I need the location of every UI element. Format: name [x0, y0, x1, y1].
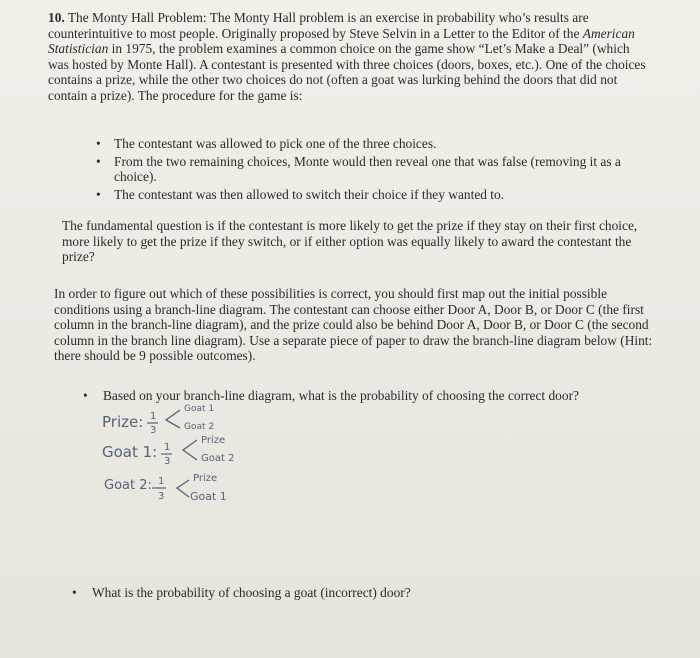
hw-row1-num: 1 [150, 411, 157, 422]
hw-row2-left: Goat 1: [102, 443, 158, 461]
hw-row3-den: 3 [158, 491, 165, 502]
journal-name: American Statistician [48, 25, 635, 57]
hw-branch-3 [177, 480, 189, 497]
question-intro [48, 10, 648, 104]
intro-text-2: in 1975, the problem examines a common choice on the game show “Let’s Make a Deal” (which was hosted by Monte Hall). A contestant is presented with three choices (doors, boxes, etc.). One of the choices contains a prize, while the other two choices do not (often a goat was lurking behind the doors that did not contain a prize). The procedure for the game is: [48, 41, 646, 103]
question-number: 10. [48, 10, 65, 25]
intro-text-1: The Monty Hall problem is an exercise in probability who’s results are counterintuitive to most people. Originally proposed by Steve Selvin in a Letter to the Editor of the [48, 10, 589, 41]
procedure-list [96, 136, 656, 204]
hw-row3-num: 1 [158, 476, 165, 487]
sub-question-1-text: Based on your branch-line diagram, what is the probability of choosing the correct door? [103, 388, 579, 403]
procedure-item: • The contestant was allowed to pick one of the three choices. [96, 136, 656, 152]
sub-question-2-text: What is the probability of choosing a goat (incorrect) door? [92, 585, 411, 600]
hw-branch-1 [166, 410, 180, 428]
procedure-item: • From the two remaining choices, Monte would then reveal one that was false (removing it as a choice). [96, 154, 656, 185]
hw-branch-2 [183, 440, 197, 460]
bullet-dot: • [72, 585, 77, 600]
bullet-dot: • [83, 388, 88, 403]
hw-row1-left: Prize: [102, 413, 144, 431]
diagram-instructions: In order to figure out which of these possibilities is correct, you should first map out the initial possible conditions using a branch-line diagram. The contestant can choose either Door A, Door B, or Door C (the first column in the branch-line diagram), and the prize could also be behind Door A, Door B, or Door C (the second column in the branch line diagram). Use a separate piece of paper to draw the branch-line diagram below (Hint: there should be 9 possible outcomes). [54, 286, 653, 364]
hw-row3-left: Goat 2: [104, 478, 152, 493]
hw-row2-top: Prize [201, 435, 226, 446]
hw-row3-top: Prize [193, 473, 218, 484]
hw-row3-bottom: Goat 1 [190, 490, 227, 503]
question-title: The Monty Hall Problem: [67, 10, 207, 25]
hw-row2-num: 1 [164, 442, 171, 453]
fundamental-question: The fundamental question is if the contestant is more likely to get the prize if they stay on their first choice, more likely to get the prize if they switch, or if either option was equally likely to award the contestant the prize? [62, 218, 638, 265]
handwritten-answer [100, 400, 300, 520]
hw-row1-den: 3 [150, 425, 157, 436]
sub-question-2 [72, 585, 652, 601]
hw-row2-den: 3 [164, 456, 171, 467]
hw-row1-bottom: Goat 2 [184, 422, 215, 432]
hw-row1-top: Goat 1 [184, 404, 215, 414]
procedure-item: • The contestant was then allowed to switch their choice if they wanted to. [96, 187, 656, 203]
hw-row2-bottom: Goat 2 [201, 453, 235, 464]
